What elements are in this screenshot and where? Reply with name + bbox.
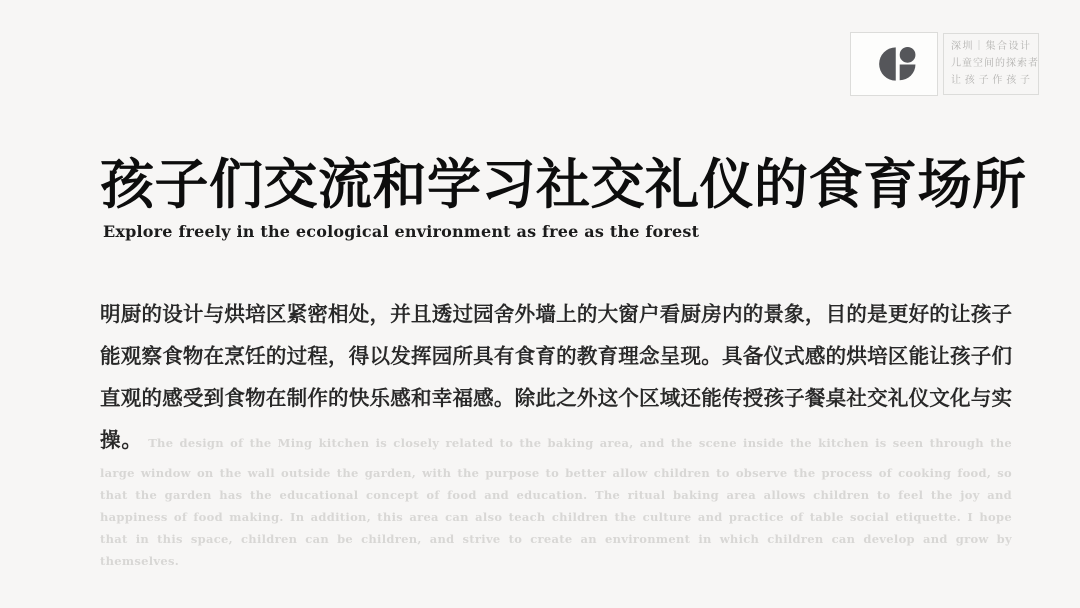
page-subtitle: Explore freely in the ecological environment as free as the forest — [103, 222, 700, 242]
brand-tagline-line: 让孩子作孩子 — [951, 75, 1031, 86]
body-text-chinese: 明厨的设计与烘培区紧密相处，并且透过园舍外墙上的大窗户看厨房内的景象，目的是更好的让孩子能观察食物在烹饪的过程，得以发挥园所具有食育的教育理念呈现。具备仪式感的烘培区能让孩子们直观的感受到食物在制作的快乐感和幸福感。除此之外这个区域还能传授孩子餐桌社交礼仪文化与实操。 — [100, 303, 1012, 453]
brand-tagline-box — [943, 33, 1039, 95]
page-title: 孩子们交流和学习社交礼仪的食育场所 — [100, 155, 1027, 215]
brand-logo-group — [850, 32, 1039, 96]
brand-logo-icon — [866, 36, 922, 92]
title-block — [100, 150, 1027, 242]
body-paragraph — [100, 294, 1012, 572]
brand-tagline-line: 深圳｜集合设计 — [951, 41, 1031, 52]
brand-tagline-line: 儿童空间的探索者 — [951, 58, 1039, 69]
body-text-english: The design of the Ming kitchen is closely related to the baking area, and the scene inside the kitchen is seen through the large window on the wall outside the garden, with the purpose to better allow children to observe the process of cooking food, so that the garden has the educational concept of food and education. The ritual baking area allows children to feel the joy and happiness of food making. In addition, this area can also teach children the culture and practice of table social etiquette. I hope that in this space, children can be children, and strive to create an environment in which children can develop and grow by themselves. — [100, 436, 1012, 569]
body-block — [100, 294, 1012, 572]
brand-logo-mark-box — [850, 32, 938, 96]
